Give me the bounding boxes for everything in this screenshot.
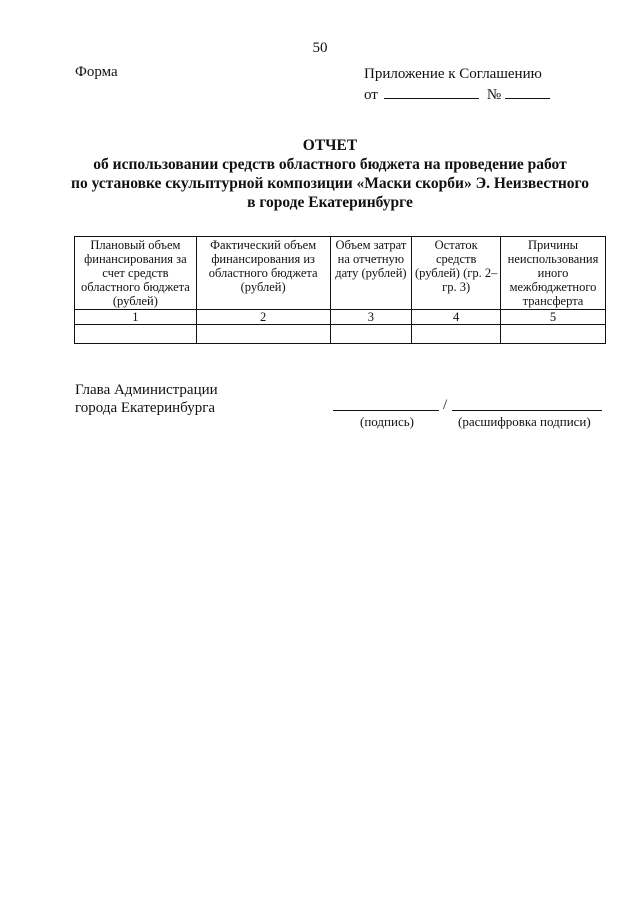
table-header-row <box>75 237 606 310</box>
table-cell <box>196 325 330 344</box>
form-label: Форма <box>75 64 118 80</box>
column-number: 5 <box>501 310 606 325</box>
signatory-title <box>75 381 218 417</box>
appendix-block <box>364 64 550 105</box>
signature-decode-caption: (расшифровка подписи) <box>458 414 591 429</box>
report-subtitle-line-3: в городе Екатеринбурге <box>247 194 413 211</box>
table-column-numbers-row <box>75 310 606 325</box>
table-row <box>75 325 606 344</box>
table-cell <box>75 325 197 344</box>
header-reasons-unused: Причины неиспользования иного межбюджетного трансферта <box>501 237 606 310</box>
header-planned-volume: Плановый объем финансирования за счет средств областного бюджета (рублей) <box>75 237 197 310</box>
column-number: 3 <box>330 310 412 325</box>
report-subtitle-line-1: об использовании средств областного бюджета на проведение работ <box>93 156 567 173</box>
column-number: 1 <box>75 310 197 325</box>
column-number: 2 <box>196 310 330 325</box>
appendix-from-label: от <box>364 87 378 103</box>
page-number: 50 <box>312 40 328 56</box>
report-title: ОТЧЕТ <box>302 137 358 154</box>
appendix-title: Приложение к Соглашению <box>364 66 542 82</box>
signatory-line-2: города Екатеринбурга <box>75 400 216 416</box>
report-title-block <box>60 136 600 212</box>
header-costs-to-date: Объем затрат на отчетную дату (рублей) <box>330 237 412 310</box>
signature-line <box>333 396 439 411</box>
number-blank <box>505 84 550 99</box>
report-table <box>74 236 606 344</box>
signature-caption: (подпись) <box>360 414 414 429</box>
header-remaining-funds: Остаток средств (рублей) (гр. 2–гр. 3) <box>412 237 501 310</box>
table-cell <box>412 325 501 344</box>
date-blank <box>384 84 479 99</box>
signatory-line-1: Глава Администрации <box>75 382 218 398</box>
signature-separator: / <box>443 397 448 413</box>
column-number: 4 <box>412 310 501 325</box>
appendix-number-label: № <box>486 87 502 103</box>
signature-decode-line <box>452 396 602 411</box>
header-actual-volume: Фактический объем финансирования из областного бюджета (рублей) <box>196 237 330 310</box>
table-cell <box>330 325 412 344</box>
report-subtitle-line-2: по установке скульптурной композиции «Маски скорби» Э. Неизвестного <box>71 175 589 192</box>
appendix-date-number <box>364 84 550 105</box>
table-cell <box>501 325 606 344</box>
